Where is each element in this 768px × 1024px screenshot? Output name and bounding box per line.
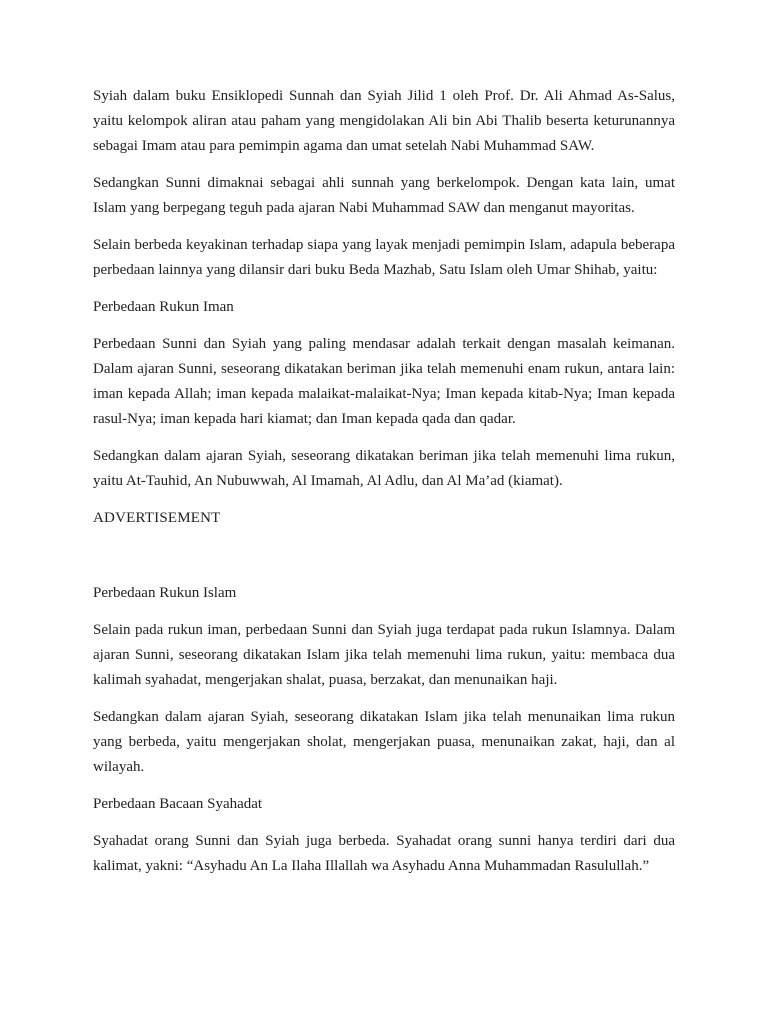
paragraph-rukun-islam-syiah: Sedangkan dalam ajaran Syiah, seseorang dikatakan Islam jika telah menunaikan lima rukun yang berbeda, yaitu mengerjakan sholat, mengerjakan puasa, menunaikan zakat, haji, dan al wilayah.	[93, 709, 675, 775]
heading-rukun-islam: Perbedaan Rukun Islam	[93, 585, 237, 601]
advertisement-space	[93, 531, 675, 581]
document-page	[93, 84, 675, 891]
advertisement-label: ADVERTISEMENT	[93, 510, 221, 526]
paragraph-syahadat-sunni: Syahadat orang Sunni dan Syiah juga berbeda. Syahadat orang sunni hanya terdiri dari dua kalimat, yakni: “Asyhadu An La Ilaha Illallah wa Asyhadu Anna Muhammadan Rasulullah.”	[93, 833, 675, 874]
heading-rukun-iman: Perbedaan Rukun Iman	[93, 299, 234, 315]
paragraph-rukun-iman-syiah: Sedangkan dalam ajaran Syiah, seseorang dikatakan beriman jika telah memenuhi lima rukun, yaitu At-Tauhid, An Nubuwwah, Al Imamah, Al Adlu, dan Al Ma’ad (kiamat).	[93, 448, 675, 489]
paragraph-sunni-definition: Sedangkan Sunni dimaknai sebagai ahli sunnah yang berkelompok. Dengan kata lain, umat Islam yang berpegang teguh pada ajaran Nabi Muhammad SAW dan menganut mayoritas.	[93, 175, 675, 216]
paragraph-rukun-islam-sunni: Selain pada rukun iman, perbedaan Sunni dan Syiah juga terdapat pada rukun Islamnya. Dalam ajaran Sunni, seseorang dikatakan Islam jika telah memenuhi lima rukun, yaitu: membaca dua kalimah syahadat, mengerjakan shalat, puasa, berzakat, dan menunaikan haji.	[93, 622, 675, 688]
paragraph-syiah-definition: Syiah dalam buku Ensiklopedi Sunnah dan Syiah Jilid 1 oleh Prof. Dr. Ali Ahmad As-Salus, yaitu kelompok aliran atau paham yang mengidolakan Ali bin Abi Thalib beserta keturunannya sebagai Imam atau para pemimpin agama dan umat setelah Nabi Muhammad SAW.	[93, 88, 675, 154]
paragraph-other-differences: Selain berbeda keyakinan terhadap siapa yang layak menjadi pemimpin Islam, adapula beberapa perbedaan lainnya yang dilansir dari buku Beda Mazhab, Satu Islam oleh Umar Shihab, yaitu:	[93, 237, 675, 278]
paragraph-rukun-iman-sunni: Perbedaan Sunni dan Syiah yang paling mendasar adalah terkait dengan masalah keimanan. Dalam ajaran Sunni, seseorang dikatakan beriman jika telah memenuhi enam rukun, antara lain: iman kepada Allah; iman kepada malaikat-malaikat-Nya; Iman kepada kitab-Nya; Iman kepada rasul-Nya; iman kepada hari kiamat; dan Iman kepada qada dan qadar.	[93, 336, 675, 427]
heading-bacaan-syahadat: Perbedaan Bacaan Syahadat	[93, 796, 263, 812]
